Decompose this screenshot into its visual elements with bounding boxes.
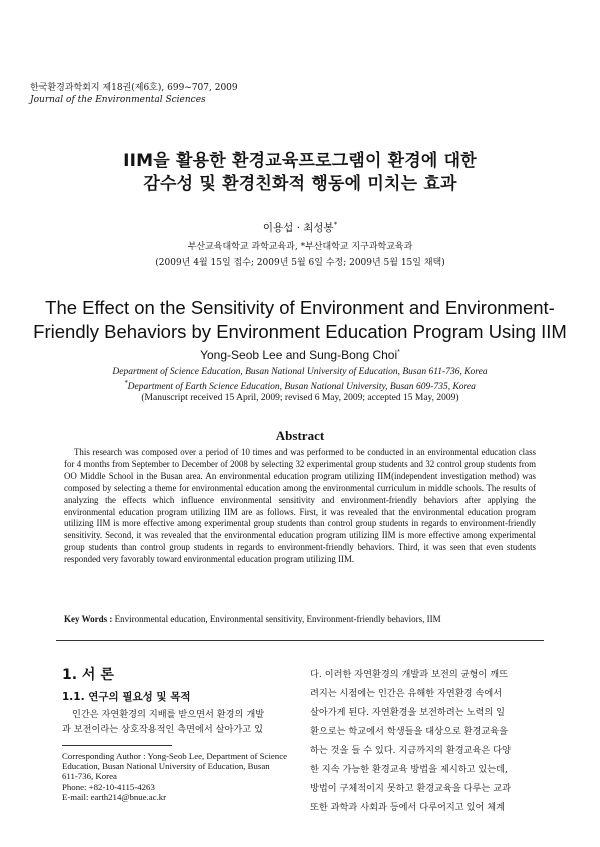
english-title-line-1: The Effect on the Sensitivity of Environment and Environment- (45, 297, 555, 318)
right-line-7: 방법이 구체적이지 못하고 환경교육을 다루는 교과 (310, 783, 511, 794)
footnote-phone: Phone: +82-10-4115-4263 (62, 781, 155, 792)
english-affiliation-2 (0, 379, 600, 392)
korean-author-names: 이용섭 · 최성봉 (262, 222, 334, 234)
keywords (64, 614, 536, 624)
english-title (0, 296, 600, 344)
right-line-4: 환으로는 학교에서 학생들을 대상으로 환경교육을 (310, 726, 509, 737)
korean-dates: (2009년 4월 15일 접수; 2009년 5월 6일 수정; 2009년 5월 15일 채택) (155, 258, 445, 268)
korean-affiliation: 부산교육대학교 과학교육과, *부산대학교 지구과학교육과 (187, 242, 413, 252)
journal-name-kr: 한국환경과학회지 제18권(제6호), 699~707, 2009 (30, 83, 238, 93)
korean-title-line-1: IIM을 활용한 환경교육프로그램이 환경에 대한 (123, 151, 477, 171)
english-affiliation-mark: * (124, 379, 128, 387)
manuscript-dates: (Manuscript received 15 April, 2009; revised 6 May, 2009; accepted 15 May, 2009) (141, 393, 459, 403)
korean-author-mark: * (333, 220, 338, 229)
subsection-heading: 1.1. 연구의 필요성 및 목적 (62, 691, 191, 703)
korean-authors (0, 220, 600, 235)
footnote-line-1: Corresponding Author : Yong-Seob Lee, Department of Science (62, 751, 288, 761)
english-title-line-2: Friendly Behaviors by Environment Education Program Using IIM (33, 321, 567, 342)
english-author-mark: * (397, 349, 400, 356)
keywords-label: Key Words : (64, 614, 113, 624)
left-line-2: 과 보전이라는 상호작용적인 측면에서 살아가고 있 (62, 724, 263, 735)
left-line-1: 인간은 자연환경의 지배를 받으면서 환경의 개발 (72, 709, 265, 720)
footnote-rule (62, 745, 172, 746)
right-line-6: 한 지속 가능한 환경교육 방법을 제시하고 있는데, (310, 764, 508, 775)
left-column-text (62, 707, 292, 737)
right-line-1: 다. 이러한 자연환경의 개발과 보전의 균형이 깨뜨 (310, 669, 508, 680)
abstract-heading: Abstract (275, 428, 325, 443)
footnote-email: E-mail: earth214@bnue.ac.kr (62, 791, 167, 802)
abstract-body: This research was composed over a period of 10 times and was performed to be conducted in an environmental education class for 4 months from September to December of 2008 by selecting 32 experimental group students and 32 control group students from OO Middle School in the Busan area. An environmental education program utilizing IIM(independent investigation method) was composed by selecting a theme for environmental education among the environmental curriculum in middle schools. The results of analyzing the effects which influence environmental sensitivity and environment-friendly behaviors after applying the environmental education program utilizing IIM are as follows. First, it was revealed that the environmental education program utilizing IIM is more effective among experimental group students than control group students in regards to environment-friendly sensitivity. Second, it was revealed that the environmental education program utilizing IIM is more effective among experimental group students than control group students in regards to environment-friendly behaviors. Third, it was seen that even students responded very favorably toward environmental education program utilizing IIM. (64, 447, 536, 565)
journal-name-en: Journal of the Environmental Sciences (30, 95, 206, 105)
corresponding-author-footnote (62, 751, 294, 802)
right-line-2: 려지는 시점에는 인간은 유해한 자연환경 속에서 (310, 688, 503, 699)
english-authors (0, 348, 600, 362)
footnote-line-2: Education, Busan National University of Education, Busan (62, 761, 270, 772)
right-line-5: 하는 것을 들 수 있다. 지금까지의 환경교육은 다양 (310, 745, 511, 756)
right-line-3: 살아가게 된다. 자연환경을 보전하려는 노력의 일 (310, 707, 506, 718)
right-line-8: 또한 과학과 사회과 등에서 다루어지고 있어 체계 (310, 802, 506, 813)
section-divider (56, 640, 544, 641)
section-heading: 1. 서 론 (62, 667, 114, 683)
journal-header (30, 82, 238, 106)
right-column-text (310, 665, 542, 817)
footnote-line-3: 611-736, Korea (62, 771, 117, 782)
korean-title-line-2: 감수성 및 환경친화적 행동에 미치는 효과 (143, 174, 457, 194)
english-affiliation-1: Department of Science Education, Busan National University of Education, Busan 611-736, Korea (112, 367, 488, 377)
english-affiliation-2-text: Department of Earth Science Education, Busan National University, Busan 609-735, Korea (127, 382, 476, 393)
keywords-text: Environmental education, Environmental sensitivity, Environment-friendly behaviors, IIM (114, 614, 441, 624)
english-author-names: Yong-Seob Lee and Sung-Bong Choi (200, 348, 398, 362)
